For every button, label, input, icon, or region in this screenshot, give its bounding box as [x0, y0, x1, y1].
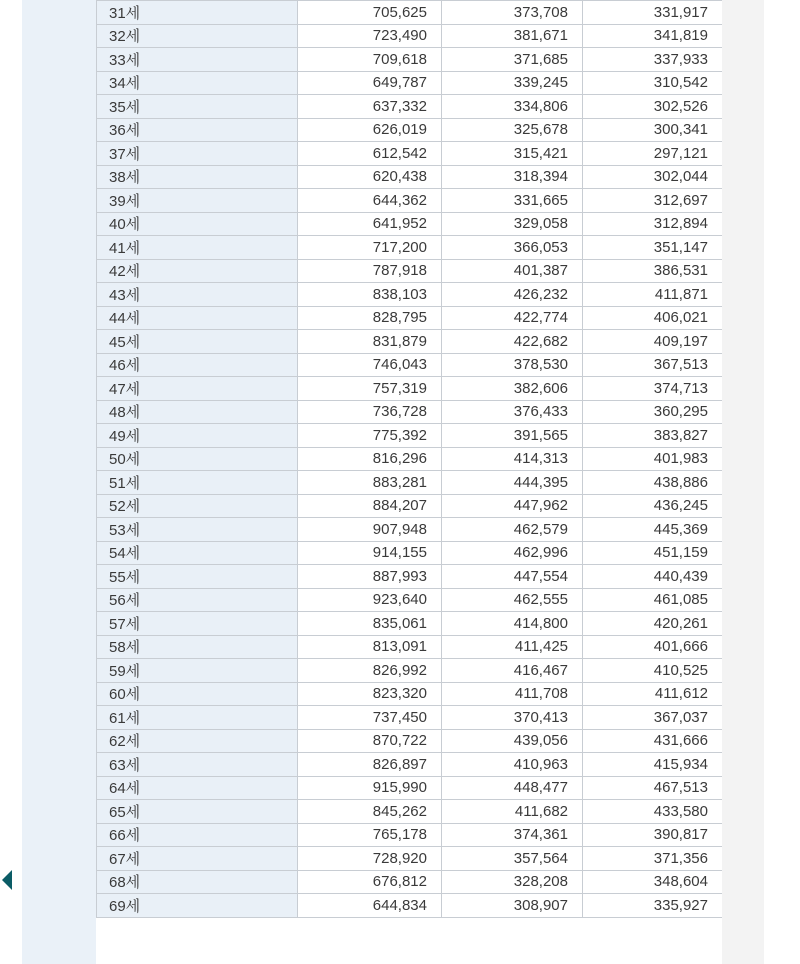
female-cell: 409,197	[583, 330, 723, 354]
total-cell: 915,990	[298, 776, 442, 800]
female-cell: 351,147	[583, 236, 723, 260]
table-row	[97, 377, 723, 401]
age-cell: 38세	[97, 165, 298, 189]
male-cell: 448,477	[442, 776, 583, 800]
total-cell: 887,993	[298, 565, 442, 589]
side-panel	[22, 0, 96, 964]
table-row	[97, 95, 723, 119]
table-row	[97, 283, 723, 307]
female-cell: 337,933	[583, 48, 723, 72]
total-cell: 826,897	[298, 753, 442, 777]
table-row	[97, 212, 723, 236]
total-cell: 813,091	[298, 635, 442, 659]
age-cell: 59세	[97, 659, 298, 683]
age-cell: 44세	[97, 306, 298, 330]
age-cell: 56세	[97, 588, 298, 612]
table-row	[97, 48, 723, 72]
age-cell: 53세	[97, 518, 298, 542]
male-cell: 422,774	[442, 306, 583, 330]
female-cell: 401,666	[583, 635, 723, 659]
male-cell: 411,682	[442, 800, 583, 824]
age-cell: 58세	[97, 635, 298, 659]
total-cell: 641,952	[298, 212, 442, 236]
male-cell: 382,606	[442, 377, 583, 401]
female-cell: 438,886	[583, 471, 723, 495]
male-cell: 374,361	[442, 823, 583, 847]
age-cell: 35세	[97, 95, 298, 119]
table-row	[97, 447, 723, 471]
female-cell: 297,121	[583, 142, 723, 166]
total-cell: 870,722	[298, 729, 442, 753]
female-cell: 367,037	[583, 706, 723, 730]
female-cell: 335,927	[583, 894, 723, 918]
table-row	[97, 189, 723, 213]
table-row	[97, 847, 723, 871]
age-cell: 55세	[97, 565, 298, 589]
age-cell: 64세	[97, 776, 298, 800]
male-cell: 416,467	[442, 659, 583, 683]
female-cell: 341,819	[583, 24, 723, 48]
table-row	[97, 541, 723, 565]
age-cell: 34세	[97, 71, 298, 95]
male-cell: 331,665	[442, 189, 583, 213]
male-cell: 366,053	[442, 236, 583, 260]
table-row	[97, 659, 723, 683]
male-cell: 370,413	[442, 706, 583, 730]
female-cell: 436,245	[583, 494, 723, 518]
female-cell: 331,917	[583, 1, 723, 25]
table-row	[97, 518, 723, 542]
male-cell: 439,056	[442, 729, 583, 753]
female-cell: 411,612	[583, 682, 723, 706]
male-cell: 376,433	[442, 400, 583, 424]
female-cell: 348,604	[583, 870, 723, 894]
female-cell: 431,666	[583, 729, 723, 753]
table-row	[97, 800, 723, 824]
male-cell: 381,671	[442, 24, 583, 48]
male-cell: 444,395	[442, 471, 583, 495]
female-cell: 367,513	[583, 353, 723, 377]
table-row	[97, 776, 723, 800]
table-row	[97, 1, 723, 25]
total-cell: 644,834	[298, 894, 442, 918]
population-table	[96, 0, 722, 918]
female-cell: 300,341	[583, 118, 723, 142]
table-row	[97, 24, 723, 48]
female-cell: 374,713	[583, 377, 723, 401]
total-cell: 923,640	[298, 588, 442, 612]
total-cell: 626,019	[298, 118, 442, 142]
total-cell: 649,787	[298, 71, 442, 95]
male-cell: 414,313	[442, 447, 583, 471]
age-cell: 60세	[97, 682, 298, 706]
table-row	[97, 753, 723, 777]
male-cell: 414,800	[442, 612, 583, 636]
age-cell: 63세	[97, 753, 298, 777]
age-cell: 69세	[97, 894, 298, 918]
page-margin-left	[0, 0, 22, 964]
male-cell: 318,394	[442, 165, 583, 189]
age-cell: 45세	[97, 330, 298, 354]
table-body	[97, 0, 723, 917]
table-row	[97, 353, 723, 377]
age-cell: 54세	[97, 541, 298, 565]
table-row	[97, 118, 723, 142]
total-cell: 775,392	[298, 424, 442, 448]
table-row	[97, 142, 723, 166]
female-cell: 302,044	[583, 165, 723, 189]
female-cell: 445,369	[583, 518, 723, 542]
total-cell: 728,920	[298, 847, 442, 871]
male-cell: 378,530	[442, 353, 583, 377]
table-row	[97, 588, 723, 612]
total-cell: 765,178	[298, 823, 442, 847]
male-cell: 447,962	[442, 494, 583, 518]
table-row	[97, 236, 723, 260]
male-cell: 462,579	[442, 518, 583, 542]
total-cell: 907,948	[298, 518, 442, 542]
age-cell: 50세	[97, 447, 298, 471]
male-cell: 325,678	[442, 118, 583, 142]
chevron-left-icon[interactable]	[2, 870, 12, 890]
population-table-container	[96, 0, 722, 964]
total-cell: 644,362	[298, 189, 442, 213]
age-cell: 36세	[97, 118, 298, 142]
female-cell: 433,580	[583, 800, 723, 824]
age-cell: 33세	[97, 48, 298, 72]
age-cell: 62세	[97, 729, 298, 753]
female-cell: 415,934	[583, 753, 723, 777]
male-cell: 315,421	[442, 142, 583, 166]
male-cell: 308,907	[442, 894, 583, 918]
female-cell: 410,525	[583, 659, 723, 683]
table-row	[97, 682, 723, 706]
male-cell: 328,208	[442, 870, 583, 894]
table-row	[97, 565, 723, 589]
female-cell: 360,295	[583, 400, 723, 424]
total-cell: 838,103	[298, 283, 442, 307]
table-row	[97, 823, 723, 847]
age-cell: 49세	[97, 424, 298, 448]
table-row	[97, 870, 723, 894]
total-cell: 831,879	[298, 330, 442, 354]
total-cell: 828,795	[298, 306, 442, 330]
table-row	[97, 494, 723, 518]
age-cell: 57세	[97, 612, 298, 636]
male-cell: 411,708	[442, 682, 583, 706]
male-cell: 462,996	[442, 541, 583, 565]
male-cell: 411,425	[442, 635, 583, 659]
female-cell: 440,439	[583, 565, 723, 589]
total-cell: 746,043	[298, 353, 442, 377]
age-cell: 43세	[97, 283, 298, 307]
female-cell: 406,021	[583, 306, 723, 330]
total-cell: 717,200	[298, 236, 442, 260]
female-cell: 312,894	[583, 212, 723, 236]
table-row	[97, 424, 723, 448]
table-row	[97, 471, 723, 495]
table-row	[97, 259, 723, 283]
male-cell: 391,565	[442, 424, 583, 448]
age-cell: 65세	[97, 800, 298, 824]
age-cell: 42세	[97, 259, 298, 283]
age-cell: 67세	[97, 847, 298, 871]
female-cell: 312,697	[583, 189, 723, 213]
male-cell: 447,554	[442, 565, 583, 589]
table-row	[97, 165, 723, 189]
page-margin-right	[764, 0, 800, 964]
total-cell: 816,296	[298, 447, 442, 471]
total-cell: 787,918	[298, 259, 442, 283]
table-row	[97, 330, 723, 354]
age-cell: 66세	[97, 823, 298, 847]
age-cell: 39세	[97, 189, 298, 213]
age-cell: 37세	[97, 142, 298, 166]
age-cell: 48세	[97, 400, 298, 424]
male-cell: 357,564	[442, 847, 583, 871]
table-row	[97, 635, 723, 659]
total-cell: 637,332	[298, 95, 442, 119]
female-cell: 451,159	[583, 541, 723, 565]
age-cell: 40세	[97, 212, 298, 236]
total-cell: 612,542	[298, 142, 442, 166]
total-cell: 845,262	[298, 800, 442, 824]
table-row	[97, 729, 723, 753]
female-cell: 461,085	[583, 588, 723, 612]
male-cell: 373,708	[442, 1, 583, 25]
age-cell: 68세	[97, 870, 298, 894]
female-cell: 383,827	[583, 424, 723, 448]
female-cell: 302,526	[583, 95, 723, 119]
total-cell: 883,281	[298, 471, 442, 495]
age-cell: 41세	[97, 236, 298, 260]
total-cell: 723,490	[298, 24, 442, 48]
table-row	[97, 894, 723, 918]
age-cell: 31세	[97, 1, 298, 25]
total-cell: 826,992	[298, 659, 442, 683]
female-cell: 310,542	[583, 71, 723, 95]
male-cell: 401,387	[442, 259, 583, 283]
total-cell: 676,812	[298, 870, 442, 894]
total-cell: 914,155	[298, 541, 442, 565]
male-cell: 334,806	[442, 95, 583, 119]
total-cell: 823,320	[298, 682, 442, 706]
total-cell: 884,207	[298, 494, 442, 518]
age-cell: 47세	[97, 377, 298, 401]
table-row	[97, 306, 723, 330]
male-cell: 410,963	[442, 753, 583, 777]
female-cell: 467,513	[583, 776, 723, 800]
total-cell: 620,438	[298, 165, 442, 189]
female-cell: 386,531	[583, 259, 723, 283]
total-cell: 835,061	[298, 612, 442, 636]
male-cell: 339,245	[442, 71, 583, 95]
total-cell: 737,450	[298, 706, 442, 730]
age-cell: 32세	[97, 24, 298, 48]
age-cell: 46세	[97, 353, 298, 377]
male-cell: 462,555	[442, 588, 583, 612]
total-cell: 705,625	[298, 1, 442, 25]
total-cell: 709,618	[298, 48, 442, 72]
male-cell: 371,685	[442, 48, 583, 72]
total-cell: 736,728	[298, 400, 442, 424]
table-row	[97, 706, 723, 730]
female-cell: 401,983	[583, 447, 723, 471]
right-gutter	[722, 0, 764, 964]
table-row	[97, 612, 723, 636]
age-cell: 51세	[97, 471, 298, 495]
female-cell: 420,261	[583, 612, 723, 636]
age-cell: 52세	[97, 494, 298, 518]
age-cell: 61세	[97, 706, 298, 730]
table-row	[97, 400, 723, 424]
female-cell: 411,871	[583, 283, 723, 307]
male-cell: 426,232	[442, 283, 583, 307]
total-cell: 757,319	[298, 377, 442, 401]
table-row	[97, 71, 723, 95]
male-cell: 422,682	[442, 330, 583, 354]
female-cell: 390,817	[583, 823, 723, 847]
female-cell: 371,356	[583, 847, 723, 871]
male-cell: 329,058	[442, 212, 583, 236]
